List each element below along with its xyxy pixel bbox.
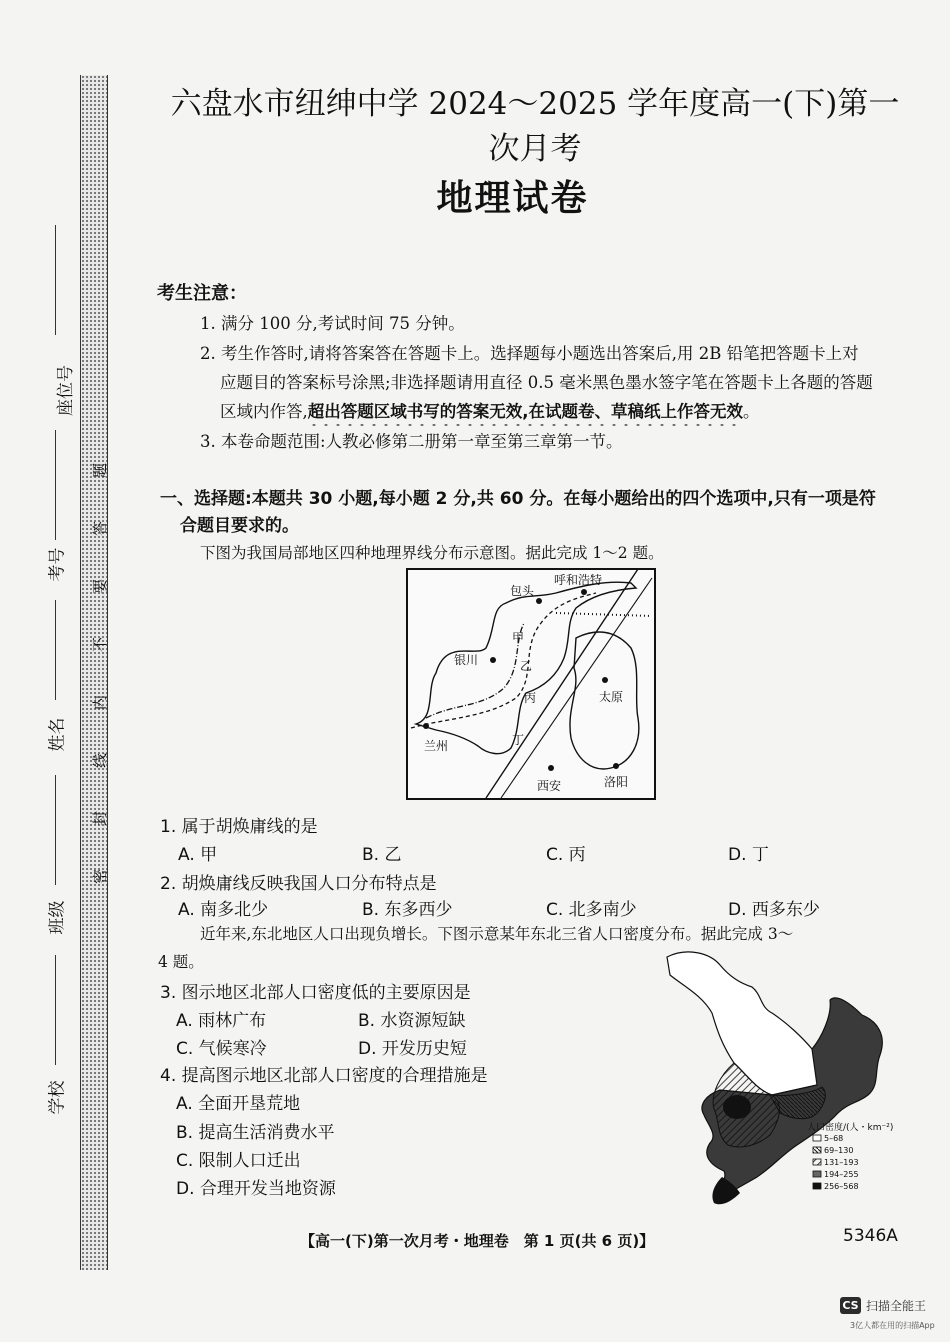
- legend-label-4: 194–255: [824, 1170, 859, 1179]
- seal-char: 题: [91, 462, 110, 479]
- q2-option-a[interactable]: A. 南多北少: [178, 900, 269, 920]
- q4-option-c[interactable]: C. 限制人口迁出: [176, 1151, 301, 1171]
- seal-char: 密: [91, 868, 110, 885]
- label-lanzhou: 兰州: [424, 739, 449, 753]
- legend-label-3: 131–193: [824, 1158, 859, 1167]
- q2-option-c[interactable]: C. 北多南少: [546, 900, 637, 920]
- label-xian: 西安: [537, 779, 562, 793]
- legend-title: 人口密度/(人・km⁻²): [807, 1123, 894, 1133]
- field-line: [55, 775, 56, 885]
- camscanner-tagline: 3亿人都在用的扫描App: [850, 1321, 935, 1330]
- notice-item-2b: 应题目的答案标号涂黑;非选择题请用直径 0.5 毫米黑色墨水签字笔在答题卡上各题的答题: [220, 373, 873, 392]
- notice-item-2c-emphasis: 超出答题区域书写的答案无效,在试题卷、草稿纸上作答无效: [308, 402, 743, 428]
- seal-char: 答: [91, 520, 110, 537]
- city-dot-xian: [548, 765, 554, 771]
- binding-strip: [80, 75, 108, 1270]
- map2-intro-line1: 近年来,东北地区人口出现负增长。下图示意某年东北三省人口密度分布。据此完成 3～: [200, 925, 794, 943]
- label-bing: 丙: [524, 691, 537, 705]
- map2-intro-line2: 4 题。: [158, 953, 204, 971]
- q3-option-a[interactable]: A. 雨林广布: [176, 1011, 267, 1031]
- seal-char: 要: [91, 578, 110, 595]
- legend-swatch-2: [813, 1147, 821, 1153]
- q4-option-d[interactable]: D. 合理开发当地资源: [176, 1179, 336, 1199]
- legend-swatch-3: [813, 1159, 821, 1165]
- q1-option-c[interactable]: C. 丙: [546, 845, 586, 865]
- legend-label-2: 69–130: [824, 1146, 854, 1155]
- field-exam-number: 考号: [47, 547, 68, 582]
- camscanner-name: 扫描全能王: [866, 1299, 927, 1313]
- city-dot-baotou: [536, 598, 542, 604]
- exam-title: 六盘水市纽绅中学 2024～2025 学年度高一(下)第一次月考: [170, 86, 900, 167]
- q3-stem: 3. 图示地区北部人口密度低的主要原因是: [160, 983, 471, 1003]
- seal-char: 不: [91, 636, 110, 653]
- field-line: [55, 955, 56, 1065]
- boundary-map: [406, 568, 656, 800]
- notice-item-3: 3. 本卷命题范围:人教必修第二册第一章至第三章第一节。: [200, 432, 623, 451]
- paper-code: 5346A: [843, 1226, 898, 1246]
- q4-option-b[interactable]: B. 提高生活消费水平: [176, 1123, 335, 1143]
- notice-item-1: 1. 满分 100 分,考试时间 75 分钟。: [200, 314, 465, 333]
- camscanner-logo: CS: [840, 1297, 861, 1314]
- q1-option-a[interactable]: A. 甲: [178, 845, 218, 865]
- q2-option-d[interactable]: D. 西多东少: [728, 900, 820, 920]
- exam-subtitle: 地理试卷: [436, 178, 589, 219]
- label-taiyuan: 太原: [599, 690, 624, 704]
- notice-item-2c-prefix: 区域内作答,: [220, 402, 308, 421]
- label-ding: 丁: [512, 733, 525, 747]
- city-dot-taiyuan: [602, 677, 608, 683]
- region-city-density: [723, 1095, 751, 1119]
- q3-option-d[interactable]: D. 开发历史短: [358, 1039, 467, 1059]
- q1-option-d[interactable]: D. 丁: [728, 845, 769, 865]
- population-density-map: [662, 945, 912, 1213]
- label-baotou: 包头: [510, 584, 535, 598]
- field-name: 姓名: [47, 717, 68, 752]
- q4-option-a[interactable]: A. 全面开垦荒地: [176, 1094, 301, 1114]
- section1-heading-line1: 一、选择题:本题共 30 小题,每小题 2 分,共 60 分。在每小题给出的四个选项中,只有一项是符: [160, 489, 876, 509]
- field-seat-number: 座位号: [56, 365, 76, 416]
- seal-char: 封: [91, 810, 110, 827]
- notice-item-2c: [220, 398, 760, 422]
- legend-label-5: 256–568: [824, 1182, 859, 1191]
- section1-heading-line2: 合题目要求的。: [180, 516, 299, 536]
- city-dot-huhehaote: [581, 589, 587, 595]
- map1-intro: 下图为我国局部地区四种地理界线分布示意图。据此完成 1～2 题。: [200, 544, 664, 562]
- label-huhehaote: 呼和浩特: [554, 573, 603, 587]
- field-line: [55, 600, 56, 700]
- field-class: 班级: [47, 900, 68, 935]
- city-dot-yinchuan: [490, 657, 496, 663]
- seal-char: 内: [91, 694, 110, 711]
- q2-stem: 2. 胡焕庸线反映我国人口分布特点是: [160, 874, 437, 894]
- field-line: [55, 225, 56, 335]
- q3-option-b[interactable]: B. 水资源短缺: [358, 1011, 466, 1031]
- label-luoyang: 洛阳: [604, 775, 629, 789]
- notice-heading: 考生注意：: [157, 283, 247, 304]
- q2-option-b[interactable]: B. 东多西少: [362, 900, 453, 920]
- legend-swatch-5: [813, 1183, 821, 1189]
- label-yi: 乙: [520, 659, 533, 673]
- city-dot-luoyang: [613, 763, 619, 769]
- notice-item-2c-suffix: 。: [743, 402, 760, 421]
- page-footer: 【高一(下)第一次月考・地理卷 第 1 页(共 6 页)】: [300, 1232, 655, 1250]
- q1-stem: 1. 属于胡焕庸线的是: [160, 817, 318, 837]
- notice-item-2a: 2. 考生作答时,请将答案答在答题卡上。选择题每小题选出答案后,用 2B 铅笔把答题卡上对: [200, 344, 859, 363]
- label-yinchuan: 银川: [454, 653, 479, 667]
- label-jia: 甲: [512, 631, 525, 645]
- field-line: [55, 430, 56, 540]
- q1-option-b[interactable]: B. 乙: [362, 845, 402, 865]
- city-dot-lanzhou: [423, 723, 429, 729]
- legend-swatch-1: [813, 1135, 821, 1141]
- q3-option-c[interactable]: C. 气候寒冷: [176, 1039, 267, 1059]
- field-school: 学校: [47, 1080, 68, 1115]
- legend-label-1: 5–68: [824, 1134, 844, 1143]
- seal-char: 线: [91, 752, 110, 769]
- legend-swatch-4: [813, 1171, 821, 1177]
- q4-stem: 4. 提高图示地区北部人口密度的合理措施是: [160, 1066, 488, 1086]
